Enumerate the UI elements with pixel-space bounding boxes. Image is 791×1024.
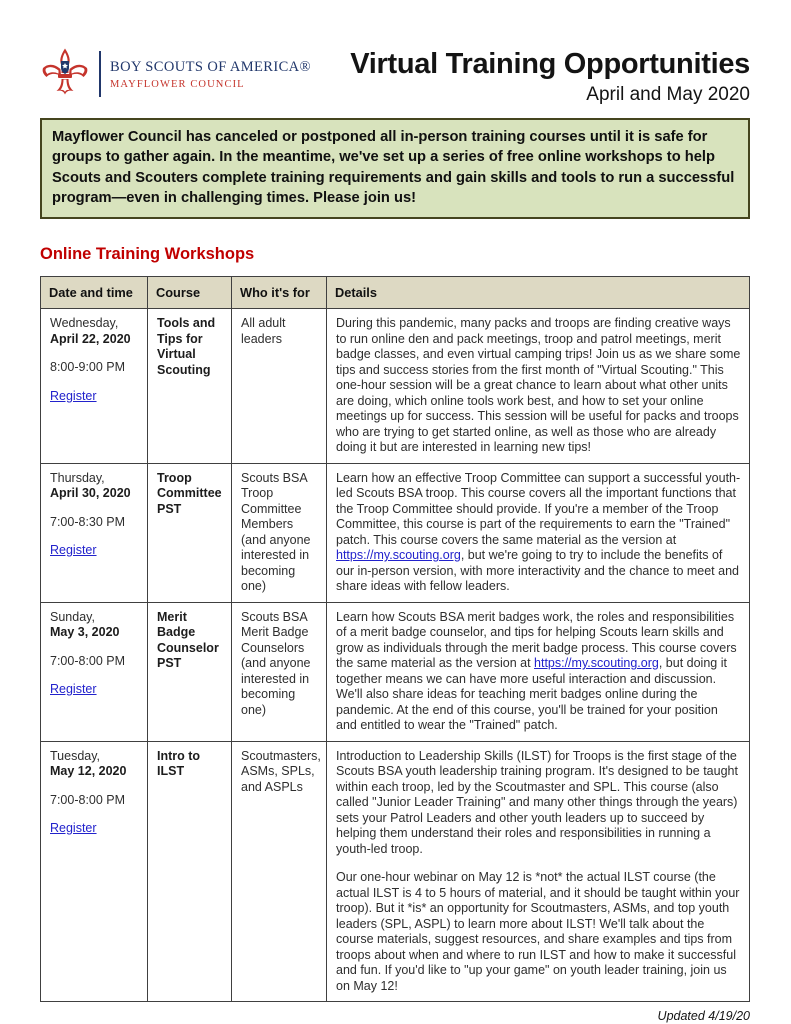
register-line bbox=[50, 821, 139, 837]
course-cell bbox=[148, 602, 232, 741]
audience-cell bbox=[232, 463, 327, 602]
workshop-row bbox=[41, 741, 750, 1002]
details-cell bbox=[327, 309, 750, 464]
col-header-details: Details bbox=[327, 277, 750, 309]
date-line bbox=[50, 749, 139, 780]
audience-cell bbox=[232, 741, 327, 1002]
section-title: Online Training Workshops bbox=[40, 245, 255, 264]
audience-text: Scouts BSA Merit Badge Counselors (and anyone interested in becoming one) bbox=[241, 609, 311, 717]
workshop-date: May 3, 2020 bbox=[50, 625, 120, 640]
course-cell bbox=[148, 463, 232, 602]
audience-cell bbox=[232, 602, 327, 741]
date-line bbox=[50, 471, 139, 502]
date-cell bbox=[41, 309, 148, 464]
register-link[interactable]: Register bbox=[50, 388, 97, 403]
workshop-time: 7:00-8:00 PM bbox=[50, 792, 126, 807]
register-link[interactable]: Register bbox=[50, 821, 97, 836]
logo-council-name: MAYFLOWER COUNCIL bbox=[110, 78, 245, 90]
updated-date: Updated 4/19/20 bbox=[657, 1009, 750, 1024]
course-name: Merit Badge Counselor PST bbox=[157, 609, 219, 671]
date-cell bbox=[41, 602, 148, 741]
page-header bbox=[40, 40, 750, 106]
table-header-row bbox=[41, 277, 750, 309]
details-cell bbox=[327, 602, 750, 741]
page-title: Virtual Training Opportunities bbox=[350, 48, 750, 80]
audience-text: Scoutmasters, ASMs, SPLs, and ASPLs bbox=[241, 748, 321, 794]
announcement-banner: Mayflower Council has canceled or postponed all in-person training courses until it is safe for groups to gather again. In the meantime, we've set up a series of free online workshops to help Scouts and Scouters complete training requirements and gain skills and tools to run a successful program—even in challenging times. Please join us! bbox=[40, 118, 750, 219]
course-cell bbox=[148, 741, 232, 1002]
details-cell bbox=[327, 463, 750, 602]
workshop-date: May 12, 2020 bbox=[50, 764, 127, 779]
register-link[interactable]: Register bbox=[50, 543, 97, 558]
workshop-date: April 22, 2020 bbox=[50, 331, 131, 346]
workshop-time: 7:00-8:00 PM bbox=[50, 653, 126, 668]
audience-text: All adult leaders bbox=[241, 316, 286, 346]
col-header-date: Date and time bbox=[41, 277, 148, 309]
date-cell bbox=[41, 741, 148, 1002]
inline-link[interactable]: https://my.scouting.org bbox=[534, 656, 659, 671]
register-link[interactable]: Register bbox=[50, 682, 97, 697]
logo-text bbox=[110, 59, 311, 90]
page-subtitle: April and May 2020 bbox=[586, 84, 750, 105]
date-cell bbox=[41, 463, 148, 602]
logo-divider bbox=[99, 51, 101, 97]
register-line bbox=[50, 543, 139, 559]
details-paragraph: Learn how an effective Troop Committee can support a successful youth-led Scouts BSA troop. This course covers all the important functions that the Troop Committee should provide. If you're a member of the Troop Committee, this course is part of the requirements to earn the "Trained" patch. This course covers the same material as the version at https://my.scouting.org, but we're going to try to include the benefits of our in-person version, with more interactivity and the chance to meet and share ideas with fellow leaders. bbox=[336, 470, 741, 594]
col-header-audience: Who it's for bbox=[232, 277, 327, 309]
workshop-row bbox=[41, 463, 750, 602]
workshop-day: Thursday, bbox=[50, 470, 105, 485]
inline-link[interactable]: https://my.scouting.org bbox=[336, 548, 461, 563]
logo-org-name: BOY SCOUTS OF AMERICA® bbox=[110, 58, 311, 75]
col-header-course: Course bbox=[148, 277, 232, 309]
workshop-time: 7:00-8:30 PM bbox=[50, 514, 126, 529]
course-name: Tools and Tips for Virtual Scouting bbox=[157, 316, 216, 377]
bsa-fleur-de-lis-icon bbox=[40, 48, 90, 100]
register-line bbox=[50, 682, 139, 698]
bsa-logo bbox=[40, 40, 311, 100]
workshop-day: Wednesday, bbox=[50, 316, 119, 331]
table-header bbox=[41, 277, 750, 309]
course-cell bbox=[148, 309, 232, 464]
title-block bbox=[350, 40, 750, 106]
details-paragraph: Our one-hour webinar on May 12 is *not* the actual ILST course (the actual ILST is 4 to 5 hours of material, and it should be taught within your troop). But it *is* an opportunity for Scoutmasters, ASMs, and top youth leaders (SPL, ASPL) to learn more about ILST! We'll talk about the course materials, suggest resources, and share examples and tips from troops about when and where to run ILST and how to make it successful and fun. If you'd like to "up your game" on youth leader training, join us on May 12! bbox=[336, 870, 740, 993]
workshop-row bbox=[41, 309, 750, 464]
details-paragraph: Introduction to Leadership Skills (ILST) for Troops is the first stage of the Scouts BSA youth leadership training program. It's designed to be taught within each troop, led by the Scoutmaster and SPL. This course (also called "Junior Leader Training" and many other things through the years) sets your Patrol Leaders and other youth leaders up to succeed by helping them understand their roles and responsibilities in running a youth-led troop. bbox=[336, 748, 738, 856]
workshop-day: Sunday, bbox=[50, 609, 95, 624]
workshop-date: April 30, 2020 bbox=[50, 486, 131, 501]
details-paragraph: During this pandemic, many packs and troops are finding creative ways to run online den and pack meetings, troop and patrol meetings, merit badge classes, and even virtual camping trips! Join us as we share some tips and success stories from the first month of "Virtual Scouting." This one-hour session will be a great chance to learn about what other units are doing, which online tools work best, and how to set your online meetings up for success. This session will be useful for packs and troops who are trying to get started online, as well as those who are already doing it but are interested in learning new tips! bbox=[336, 316, 741, 455]
audience-cell bbox=[232, 309, 327, 464]
course-name: Troop Committee PST bbox=[157, 470, 222, 516]
workshop-day: Tuesday, bbox=[50, 748, 101, 763]
course-name: Intro to ILST bbox=[157, 748, 201, 779]
details-paragraph: Learn how Scouts BSA merit badges work, the roles and responsibilities of a merit badge counselor, and tips for helping Scouts learn skills and grow as individuals through the merit badge process. This course covers the same material as the version at https://my.scouting.org, but doing it together means we can have more useful interaction and discussion. We'll also share ideas for teaching merit badges online during the pandemic. At the end of this course, you'll be trained for your position and entitled to wear the "Trained" patch. bbox=[336, 609, 737, 733]
workshop-row bbox=[41, 602, 750, 741]
audience-text: Scouts BSA Troop Committee Members (and anyone interested in becoming one) bbox=[241, 470, 311, 594]
workshops-table bbox=[40, 276, 750, 1002]
register-line bbox=[50, 389, 139, 405]
date-line bbox=[50, 316, 139, 347]
workshops-body bbox=[41, 309, 750, 1002]
workshop-time: 8:00-9:00 PM bbox=[50, 360, 126, 375]
date-line bbox=[50, 610, 139, 641]
details-cell bbox=[327, 741, 750, 1002]
